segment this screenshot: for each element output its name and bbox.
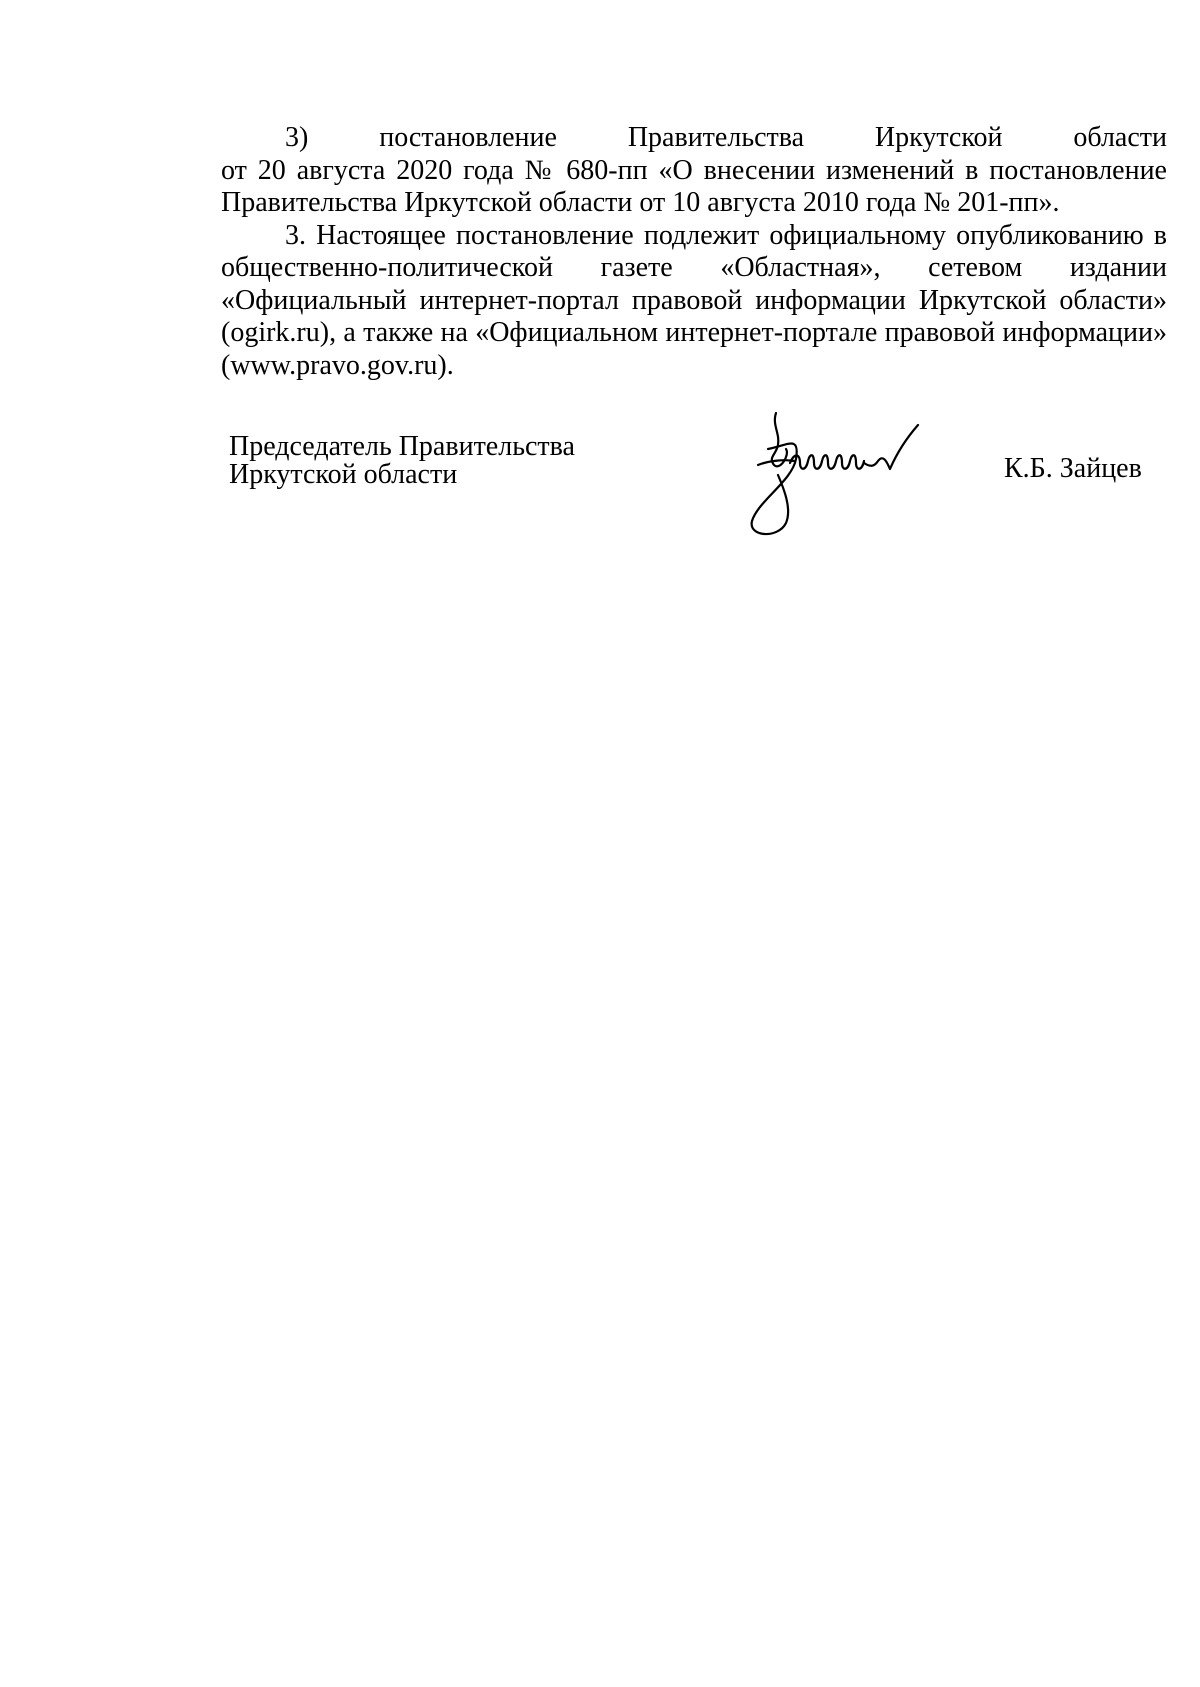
signatory-title-line2: Иркутской области: [229, 459, 458, 490]
item3-word: Иркутской: [874, 122, 1003, 153]
item3-word: Правительства: [627, 122, 805, 153]
item3-first-line: [221, 122, 1167, 155]
signatory-name: К.Б. Зайцев: [1004, 453, 1142, 484]
item3-word: 3): [285, 122, 309, 153]
paragraph-publication: 3. Настоящее постановление подлежит официальному опубликованию в общественно-политической газете «Областная», сетевом издании «Официальный интернет-портал правовой информации Иркутской области» (ogirk.ru), а также на «Официальном интернет-портале правовой информации» (www.pravo.gov.ru).: [221, 219, 1167, 381]
item3-continuation: от 20 августа 2020 года № 680-пп «О внесении изменений в постановление Правительства Иркутской области от 10 августа 2010 года № 201-пп».: [221, 154, 1167, 218]
item3-word: постановление: [379, 122, 557, 153]
document-body: [221, 122, 1167, 382]
handwritten-signature: [728, 405, 948, 545]
signatory-title-line1: Председатель Правительства: [229, 431, 575, 462]
signatory-title: [229, 433, 575, 489]
item3-word: области: [1073, 122, 1167, 153]
